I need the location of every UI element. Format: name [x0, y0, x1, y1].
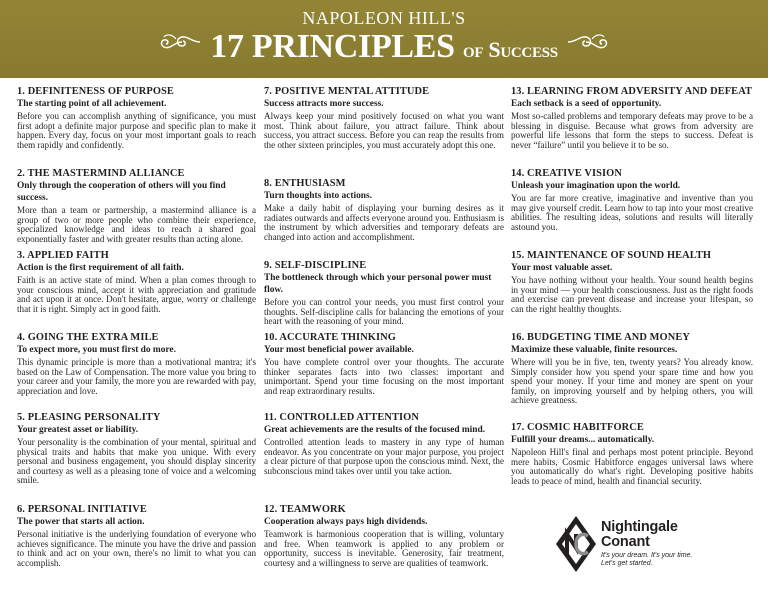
principle-subtitle: Each setback is a seed of opportunity. — [511, 99, 662, 109]
header-main-title — [0, 28, 768, 66]
principle-2 — [17, 168, 256, 244]
principle-subtitle: Fulfill your dreams... automatically. — [511, 435, 655, 445]
principle-16 — [511, 332, 753, 406]
principle-body: Faith is an active state of mind. When a plan comes through to your conscious mind, accept it with appreciation and gratitude and act upon it at once. Don't hesitate, argue, worry or challenge that it is right. Simply act in good faith. — [17, 275, 256, 314]
principle-body: Your personality is the combination of your mental, spiritual and physical traits and habits that make you unique. With every personal and business engagement, you should display sincerity and courtesy as well as a pleasing tone of voice and a welcoming smile. — [17, 437, 256, 486]
principle-subtitle: Success attracts more success. — [264, 99, 384, 109]
principle-title: 13. LEARNING FROM ADVERSITY AND DEFEAT — [511, 86, 753, 97]
principle-title: 3. APPLIED FAITH — [17, 250, 109, 261]
principle-subtitle: The starting point of all achievement. — [17, 99, 167, 109]
principle-body: Where will you be in five, ten, twenty years? You already know. Simply consider how you spend your spare time and how you spend your money. If your time and money are spent on your family, on improving yourself and by helping others, you will achieve greatness. — [511, 357, 753, 406]
principle-subtitle: Maximize these valuable, finite resources. — [511, 345, 678, 355]
principle-body: Make a daily habit of displaying your burning desires as it radiates outwards and affects everyone around you. Enthusiasm is the instrument by which adversities and temporary defeats are changed into action and accomplishment. — [264, 203, 504, 242]
principle-title: 5. PLEASING PERSONALITY — [17, 412, 161, 423]
logo-name-line2: Conant — [601, 534, 650, 550]
principle-body: More than a team or partnership, a mastermind alliance is a group of two or more people who combine their experience, specialized knowledge and ideas to reach a shared goal exponentially faster and with greater results than acting alone. — [17, 205, 256, 244]
principle-subtitle: Only through the cooperation of others will you find success. — [17, 181, 226, 203]
principle-body: This dynamic principle is more than a motivational mantra; it's based on the Law of Compensation. The more value you bring to your career and your family, the more you are rewarded with pay, appreciation and love. — [17, 357, 256, 396]
logo-name — [601, 520, 678, 550]
principle-5 — [17, 412, 256, 486]
header-main-big: 17 PRINCIPLES — [210, 28, 455, 65]
principle-title: 8. ENTHUSIASM — [264, 178, 346, 189]
logo-tagline-line2: Let's get started. — [601, 560, 653, 567]
principle-subtitle: Action is the first requirement of all faith. — [17, 263, 184, 273]
principle-title: 15. MAINTENANCE OF SOUND HEALTH — [511, 250, 712, 261]
principle-title: 17. COSMIC HABITFORCE — [511, 422, 644, 433]
nightingale-conant-logo — [554, 514, 694, 574]
principle-7 — [264, 86, 504, 150]
logo-tagline-line1: It's your dream. It's your time. — [601, 552, 693, 559]
principle-subtitle: The bottleneck through which your personal power must flow. — [264, 273, 492, 295]
principle-body: You have complete control over your thoughts. The accurate thinker separates facts into two classes: important and unimportant. Spend your time focusing on the most important and reap extraordinary results. — [264, 357, 504, 396]
logo-name-line1: Nightingale — [601, 519, 678, 535]
principle-3 — [17, 250, 256, 314]
principle-title: 10. ACCURATE THINKING — [264, 332, 396, 343]
principle-subtitle: Turn thoughts into actions. — [264, 191, 373, 201]
principle-subtitle: The power that starts all action. — [17, 517, 145, 527]
principle-subtitle: Cooperation always pays high dividends. — [264, 517, 428, 527]
principle-title: 16. BUDGETING TIME AND MONEY — [511, 332, 690, 343]
principle-6 — [17, 504, 256, 568]
principle-body: Personal initiative is the underlying foundation of everyone who achieves significance. The minute you have the drive and passion to think and act on your own, there's no limit to what you can accomplish. — [17, 529, 256, 568]
header-top-line: NAPOLEON HILL'S — [302, 8, 466, 28]
principle-title: 11. CONTROLLED ATTENTION — [264, 412, 419, 423]
principle-17 — [511, 422, 753, 486]
header-banner — [0, 0, 768, 78]
principle-body: Always keep your mind positively focused on what you want most. Think about failure, you attract failure. Think about success, you attract success. Before you can reap the results from the other sixteen principles, you must accurately adopt this one. — [264, 111, 504, 150]
principle-title: 1. DEFINITENESS OF PURPOSE — [17, 86, 174, 97]
principle-title: 2. THE MASTERMIND ALLIANCE — [17, 168, 185, 179]
principle-title: 4. GOING THE EXTRA MILE — [17, 332, 159, 343]
principle-15 — [511, 250, 753, 314]
principle-subtitle: To expect more, you must first do more. — [17, 345, 176, 355]
principle-title: 7. POSITIVE MENTAL ATTITUDE — [264, 86, 430, 97]
principle-body: Controlled attention leads to mastery in any type of human endeavor. As you concentrate on your major purpose, you project a clear picture of that purpose upon the conscious mind. Next, the subconscious mind takes over until you take action. — [264, 437, 504, 476]
principle-body: Napoleon Hill's final and perhaps most potent principle. Beyond mere habits, Cosmic Habitforce engages universal laws where you automatically do what's right. Developing positive habits leads to peace of mind, health and financial security. — [511, 447, 753, 486]
principle-subtitle: Your greatest asset or liability. — [17, 425, 139, 435]
principle-title: 9. SELF-DISCIPLINE — [264, 260, 367, 271]
principle-subtitle: Your most valuable asset. — [511, 263, 613, 273]
principle-subtitle: Great achievements are the results of the focused mind. — [264, 425, 486, 435]
principle-8 — [264, 178, 504, 242]
principle-body: You are far more creative, imaginative and inventive than you may give yourself credit. Learn how to tap into your most creative abilities. The resulting ideas, solutions and results will literally astound you. — [511, 193, 753, 232]
principle-title: 12. TEAMWORK — [264, 504, 346, 515]
logo-tagline — [601, 552, 692, 568]
nc-logo-mark-icon — [554, 514, 598, 574]
principle-10 — [264, 332, 504, 396]
principle-13 — [511, 86, 753, 150]
principle-title: 14. CREATIVE VISION — [511, 168, 622, 179]
principle-subtitle: Your most beneficial power available. — [264, 345, 414, 355]
principle-1 — [17, 86, 256, 150]
principle-subtitle: Unleash your imagination upon the world. — [511, 181, 681, 191]
principle-9 — [264, 260, 504, 327]
principle-11 — [264, 412, 504, 476]
principle-4 — [17, 332, 256, 396]
principle-12 — [264, 504, 504, 568]
header-main-small: of Success — [462, 37, 558, 62]
principle-body: Before you can accomplish anything of significance, you must first adopt a definite major purpose and specific plan to make it happen. Every day, focus on your most important goals to reach them rapidly and confidently. — [17, 111, 256, 150]
principle-body: Most so-called problems and temporary defeats may prove to be a blessing in disguise. Because what grows from adversity are powerful life lessons that form the steps to success. Defeat is never “failure” until you believe it to be so. — [511, 111, 753, 150]
principle-body: Teamwork is harmonious cooperation that is willing, voluntary and free. When teamwork is applied to any problem or opportunity, success is inevitable. Generosity, fair treatment, courtesy and a willingness to serve are qualities of teamwork. — [264, 529, 504, 568]
principle-title: 6. PERSONAL INITIATIVE — [17, 504, 147, 515]
principle-14 — [511, 168, 753, 232]
principle-body: You have nothing without your health. Your sound health begins in your mind — your health consciousness. Just as the right foods and exercise can prevent disease and increase your lifespan, so can the right healthy thoughts. — [511, 275, 753, 314]
flourish-right-icon — [566, 30, 610, 54]
principle-body: Before you can control your needs, you must first control your thoughts. Self-discipline calls for balancing the emotions of your heart with the reasoning of your mind. — [264, 297, 504, 327]
